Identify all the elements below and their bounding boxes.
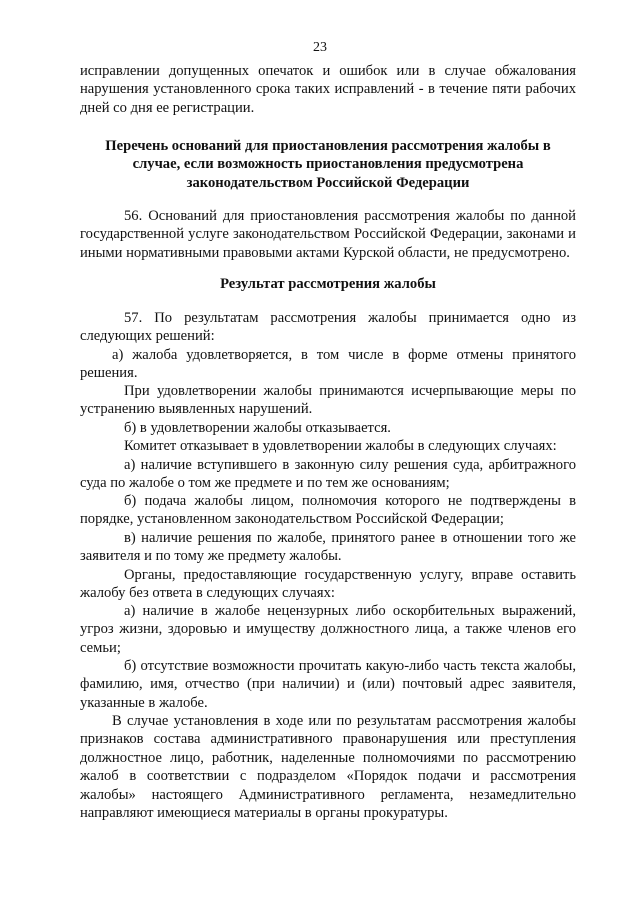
paragraph: 56. Оснований для приостановления рассмотрения жалобы по данной государственной услуге законодательством Российской Федерации, законами и иными нормативными правовыми актами Курской области, не предусмотрено.: [80, 208, 576, 261]
paragraph: а) жалоба удовлетворяется, в том числе в форме отмены принятого решения.: [80, 347, 576, 382]
paragraph: исправлении допущенных опечаток и ошибок или в случае обжалования нарушения установленного срока таких исправлений - в течение пяти рабочих дней со дня ее регистрации.: [80, 63, 576, 116]
paragraph: б) в удовлетворении жалобы отказывается.: [124, 420, 391, 436]
paragraph: 57. По результатам рассмотрения жалобы принимается одно из следующих решений:: [80, 310, 576, 345]
paragraph: Комитет отказывает в удовлетворении жалобы в следующих случаях:: [124, 438, 557, 454]
paragraph: а) наличие в жалобе нецензурных либо оскорбительных выражений, угроз жизни, здоровью и имуществу должностного лица, а также членов его семьи;: [80, 603, 576, 656]
page-number: 23: [313, 40, 327, 55]
section-heading: Результат рассмотрения жалобы: [220, 276, 436, 292]
paragraph: б) отсутствие возможности прочитать какую-либо часть текста жалобы, фамилию, имя, отчество (при наличии) и (или) почтовый адрес заявителя, указанные в жалобе.: [80, 658, 576, 711]
paragraph: б) подача жалобы лицом, полномочия которого не подтверждены в порядке, установленном законодательством Российской Федерации;: [80, 493, 576, 528]
paragraph: Органы, предоставляющие государственную услугу, вправе оставить жалобу без ответа в следующих случаях:: [80, 567, 576, 602]
paragraph: а) наличие вступившего в законную силу решения суда, арбитражного суда по жалобе о том же предмете и по тем же основаниям;: [80, 457, 576, 492]
paragraph: При удовлетворении жалобы принимаются исчерпывающие меры по устранению выявленных нарушений.: [80, 383, 576, 418]
paragraph: В случае установления в ходе или по результатам рассмотрения жалобы признаков состава административного правонарушения или преступления должностное лицо, работник, наделенные полномочиями по рассмотрению жалоб в соответствии с подразделом «Порядок подачи и рассмотрения жалобы» настоящего Административного регламента, незамедлительно направляют имеющиеся материалы в органы прокуратуры.: [80, 713, 576, 822]
section-heading: Перечень оснований для приостановления рассмотрения жалобы в случае, если возможность приостановления предусмотрена законодательством Российской Федерации: [105, 138, 551, 191]
paragraph: в) наличие решения по жалобе, принятого ранее в отношении того же заявителя и по тому же предмету жалобы.: [80, 530, 576, 565]
